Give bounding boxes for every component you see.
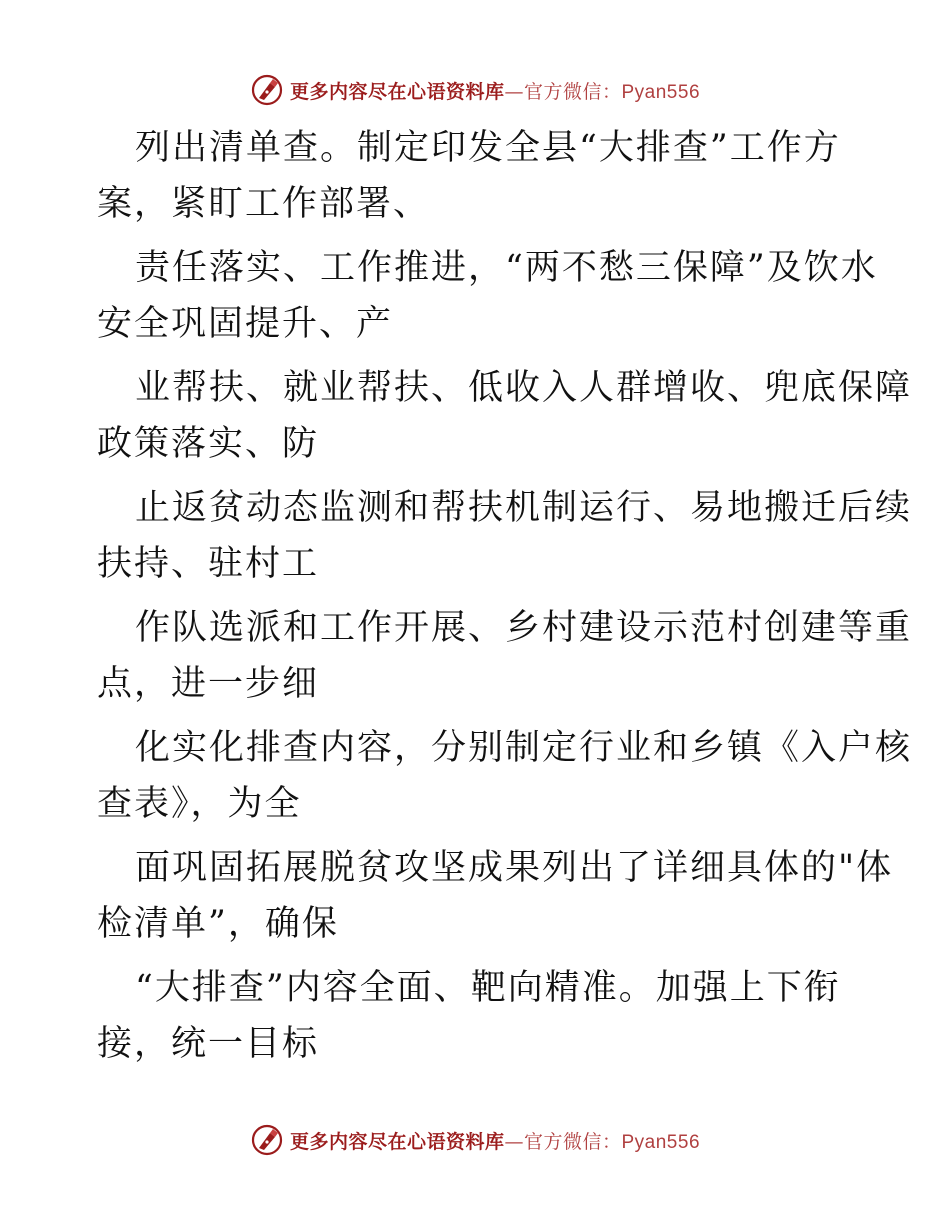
paragraph-line: “大排查”内容全面、靶向精准。加强上下衔 <box>135 968 841 1008</box>
banner-dash: — <box>504 80 524 103</box>
paragraph-line: 检清单”，确保 <box>97 904 339 944</box>
paragraph-line: 案，紧盯工作部署、 <box>97 184 431 224</box>
pen-nib-circle-icon <box>250 1123 284 1157</box>
paragraph <box>97 240 878 352</box>
pen-nib-circle-icon <box>250 73 284 107</box>
footer-banner <box>0 1120 950 1160</box>
banner-wechat-id: Pyan556 <box>621 81 701 103</box>
paragraph <box>97 840 894 952</box>
header-banner <box>0 70 950 110</box>
banner-wechat-id: Pyan556 <box>621 1131 701 1153</box>
paragraph <box>97 120 857 232</box>
paragraph-line: 化实化排查内容，分别制定行业和乡镇《入户核 <box>135 728 913 768</box>
paragraph-line: 作队选派和工作开展、乡村建设示范村创建等重 <box>135 608 913 648</box>
paragraph-line: 扶持、驻村工 <box>97 544 320 584</box>
paragraph-line: 政策落实、防 <box>97 424 320 464</box>
paragraph-line: 责任落实、工作推进，“两不愁三保障”及饮水 <box>135 248 878 288</box>
banner-wechat-label: 官方微信： <box>523 1130 622 1153</box>
paragraph-line: 面巩固拓展脱贫攻坚成果列出了详细具体的"体 <box>135 848 894 888</box>
banner-dash: — <box>504 1130 524 1153</box>
paragraph <box>97 720 913 832</box>
banner-brand-text: 更多内容尽在心语资料库 <box>289 1130 505 1153</box>
paragraph-line: 点，进一步细 <box>97 664 320 704</box>
paragraph-line: 接，统一目标 <box>97 1024 320 1064</box>
paragraph <box>97 600 913 712</box>
paragraph <box>97 960 857 1072</box>
paragraph-line: 安全巩固提升、产 <box>97 304 394 344</box>
paragraph-line: 列出清单查。制定印发全县“大排查”工作方 <box>135 128 841 168</box>
paragraph-line: 止返贫动态监测和帮扶机制运行、易地搬迁后续 <box>135 488 913 528</box>
banner-brand-text: 更多内容尽在心语资料库 <box>289 80 505 103</box>
paragraph <box>97 360 913 472</box>
banner-text <box>290 1127 700 1154</box>
banner-text <box>290 77 700 104</box>
banner-wechat-label: 官方微信： <box>523 80 622 103</box>
paragraph-line: 业帮扶、就业帮扶、低收入人群增收、兜底保障 <box>135 368 913 408</box>
paragraph-line: 查表》，为全 <box>97 784 302 824</box>
document-body <box>97 120 913 1080</box>
paragraph <box>97 480 913 592</box>
